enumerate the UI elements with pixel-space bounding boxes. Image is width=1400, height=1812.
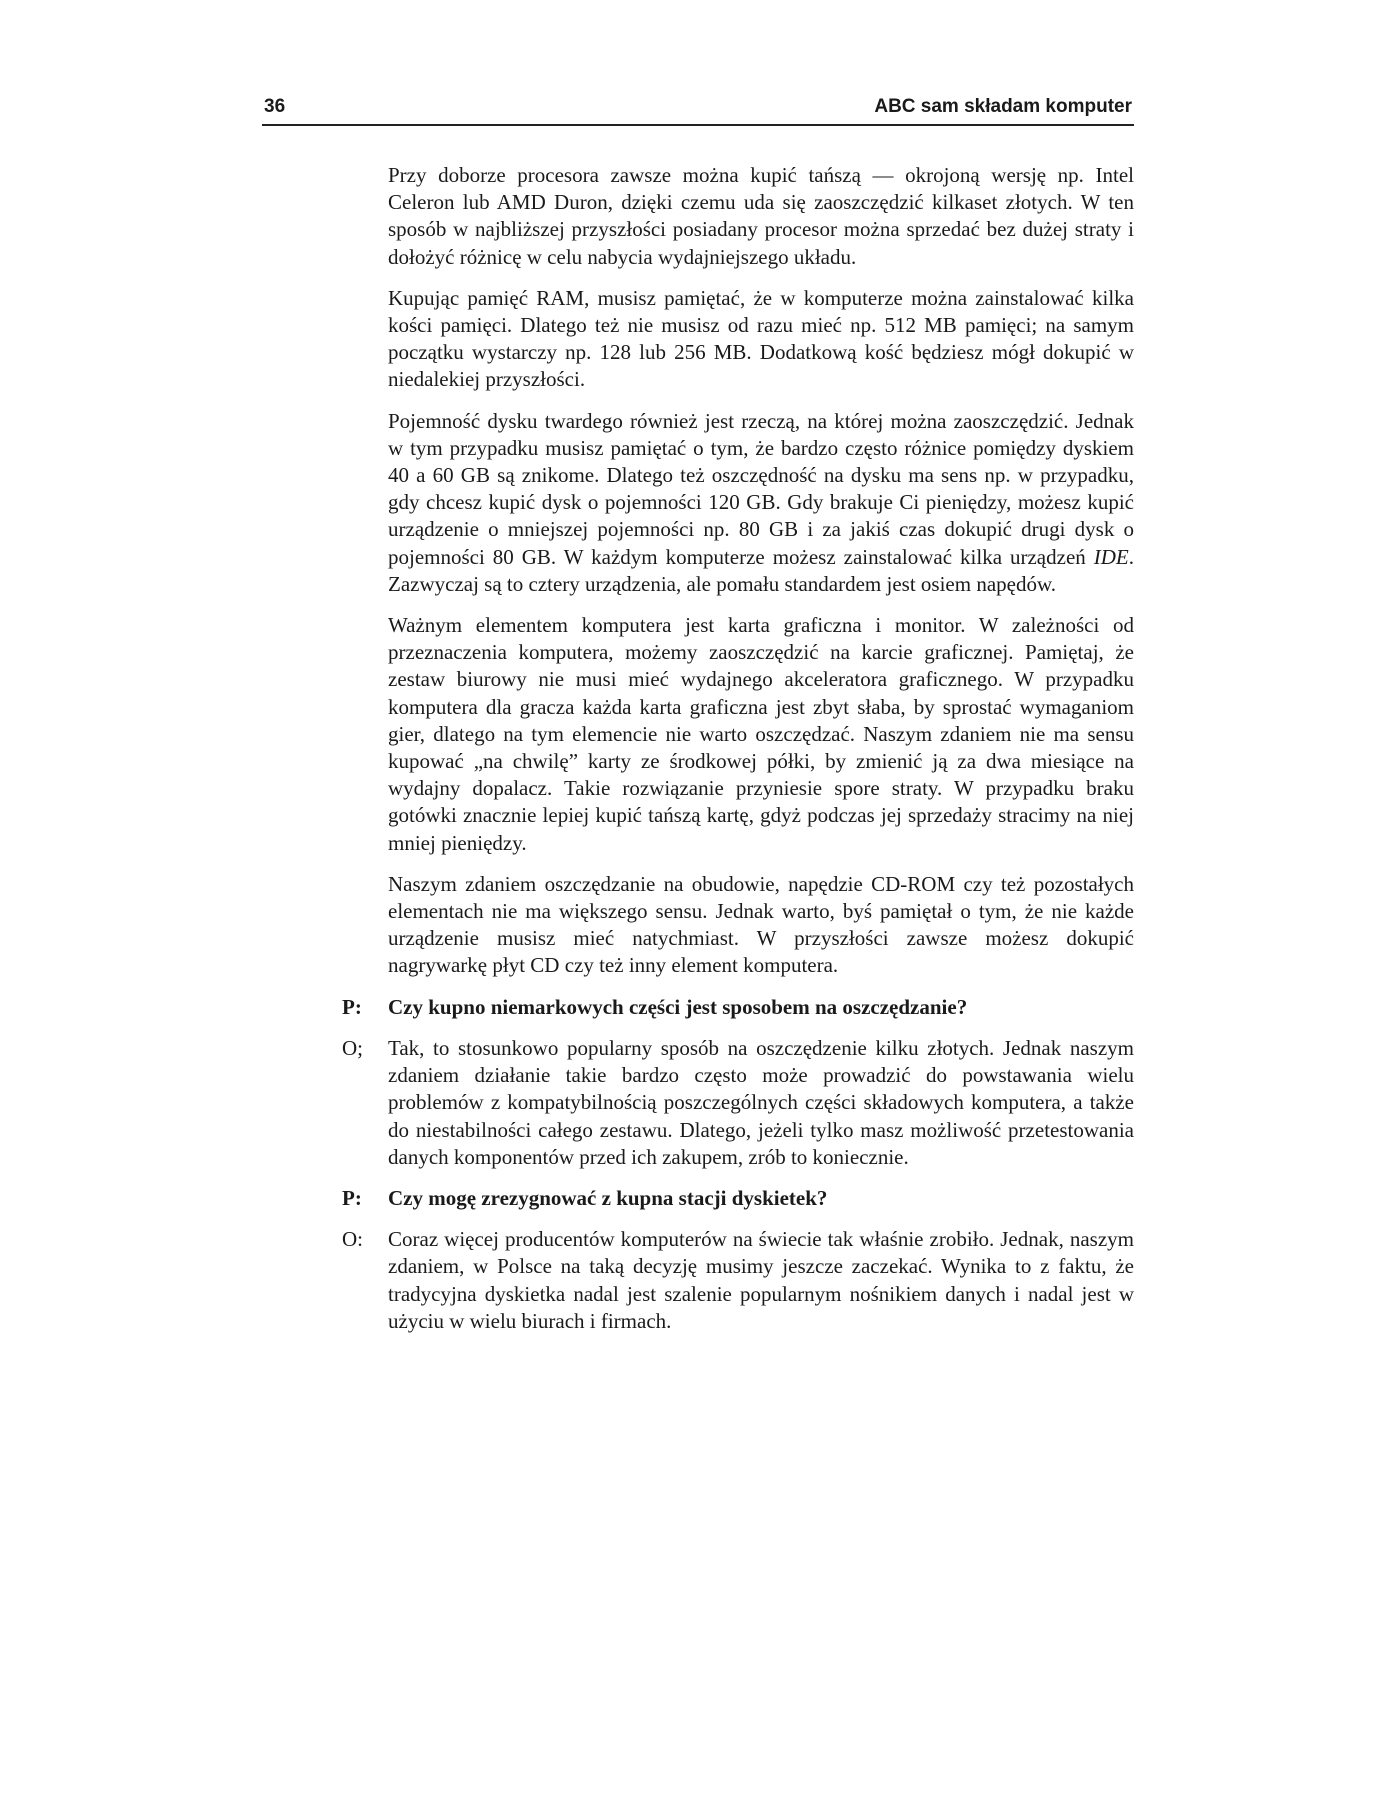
page-number: 36 xyxy=(264,96,286,117)
ide-term: IDE xyxy=(1093,544,1129,569)
paragraph-hard-disk-text: Pojemność dysku twardego również jest rzeczą, na której można zaoszczędzić. Jednak w tym przypadku musisz pamiętać o tym, że bardzo często różnice pomiędzy dyskiem 40 a 60 GB są znikome. Dlatego też oszczędność na dysku ma sens np. w przypadku, gdy chcesz kupić dysk o pojemności 120 GB. Gdy brakuje Ci pieniędzy, możesz kupić urządzenie o mniejszej pojemności np. 80 GB i za jakiś czas dokupić drugi dysk o pojemności 80 GB. W każdym komputerze możesz zainstalować kilka urządzeń xyxy=(388,408,1134,569)
paragraph-graphics-card: Ważnym elementem komputera jest karta graficzna i monitor. W zależności od przeznaczenia komputera, możemy zaoszczędzić na karcie graficznej. Pamiętaj, że zestaw biurowy nie musi mieć wydajnego akceleratora graficznego. W przypadku komputera dla gracza każda karta graficzna jest zbyt słaba, by sprostać wymaganiom gier, dlatego na tym elemencie nie warto oszczędzać. Naszym zdaniem nie ma sensu kupować „na chwilę” karty ze środkowej półki, by zmienić ją za dwa miesiące na wydajny dopalacz. Takie rozwiązanie przyniesie spore straty. W przypadku braku gotówki znacznie lepiej kupić tańszą kartę, gdyż podczas jej sprzedaży stracimy na niej mniej pieniędzy. xyxy=(388,613,1134,855)
answer-text: Tak, to stosunkowo popularny sposób na oszczędzenie kilku złotych. Jednak naszym zdaniem działanie takie bardzo często może prowadzić do powstawania wielu problemów z kompatybilnością poszczególnych części składowych komputera, a także do niestabilności całego zestawu. Dlatego, jeżeli tylko masz możliwość przetestowania danych komponentów przed ich zakupem, zrób to koniecznie. xyxy=(388,1035,1134,1169)
qa-answer-2 xyxy=(342,1226,1134,1335)
paragraph-other-parts: Naszym zdaniem oszczędzanie na obudowie, napędzie CD-ROM czy też pozostałych elementach nie ma większego sensu. Jednak warto, byś pamiętał o tym, że nie każde urządzenie musisz mieć natychmiast. W przyszłości zawsze możesz dokupić nagrywarkę płyt CD czy też inny element komputera. xyxy=(388,871,1134,978)
question-text: Czy kupno niemarkowych części jest sposobem na oszczędzanie? xyxy=(388,994,968,1019)
answer-marker: O; xyxy=(342,1035,363,1060)
paragraph-processor: Przy doborze procesora zawsze można kupić tańszą — okrojoną wersję np. Intel Celeron lub AMD Duron, dzięki czemu uda się zaoszczędzić kilkaset złotych. W ten sposób w najbliższej przyszłości posiadany procesor można sprzedać bez dużej straty i dołożyć różnicę w celu nabycia wydajniejszego układu. xyxy=(388,163,1134,269)
paragraph-hard-disk xyxy=(342,408,1134,598)
qa-question-1 xyxy=(342,994,1134,1021)
question-marker: P: xyxy=(342,994,362,1019)
page-header xyxy=(262,94,1134,126)
running-title: ABC sam składam komputer xyxy=(874,96,1132,117)
question-text: Czy mogę zrezygnować z kupna stacji dyskietek? xyxy=(388,1185,828,1210)
answer-text: Coraz więcej producentów komputerów na świecie tak właśnie zrobiło. Jednak, naszym zdaniem, w Polsce na taką decyzję musimy jeszcze zaczekać. Wynika to z faktu, że tradycyjna dyskietka nadal jest szalenie popularnym nośnikiem danych i nadal jest w użyciu w wielu biurach i firmach. xyxy=(388,1227,1134,1333)
page-body xyxy=(342,162,1134,1349)
question-marker: P: xyxy=(342,1185,362,1210)
qa-question-2 xyxy=(342,1185,1134,1212)
answer-marker: O: xyxy=(342,1227,363,1252)
qa-answer-1 xyxy=(342,1035,1134,1171)
paragraph-ram: Kupując pamięć RAM, musisz pamiętać, że w komputerze można zainstalować kilka kości pamięci. Dlatego też nie musisz od razu mieć np. 512 MB pamięci; na samym początku wystarczy np. 128 lub 256 MB. Dodatkową kość będziesz mógł dokupić w niedalekiej przyszłości. xyxy=(388,285,1134,392)
paragraph-hard-disk-text-end: . Zazwyczaj są to cztery urządzenia, ale pomału standardem jest osiem napędów. xyxy=(388,544,1134,596)
